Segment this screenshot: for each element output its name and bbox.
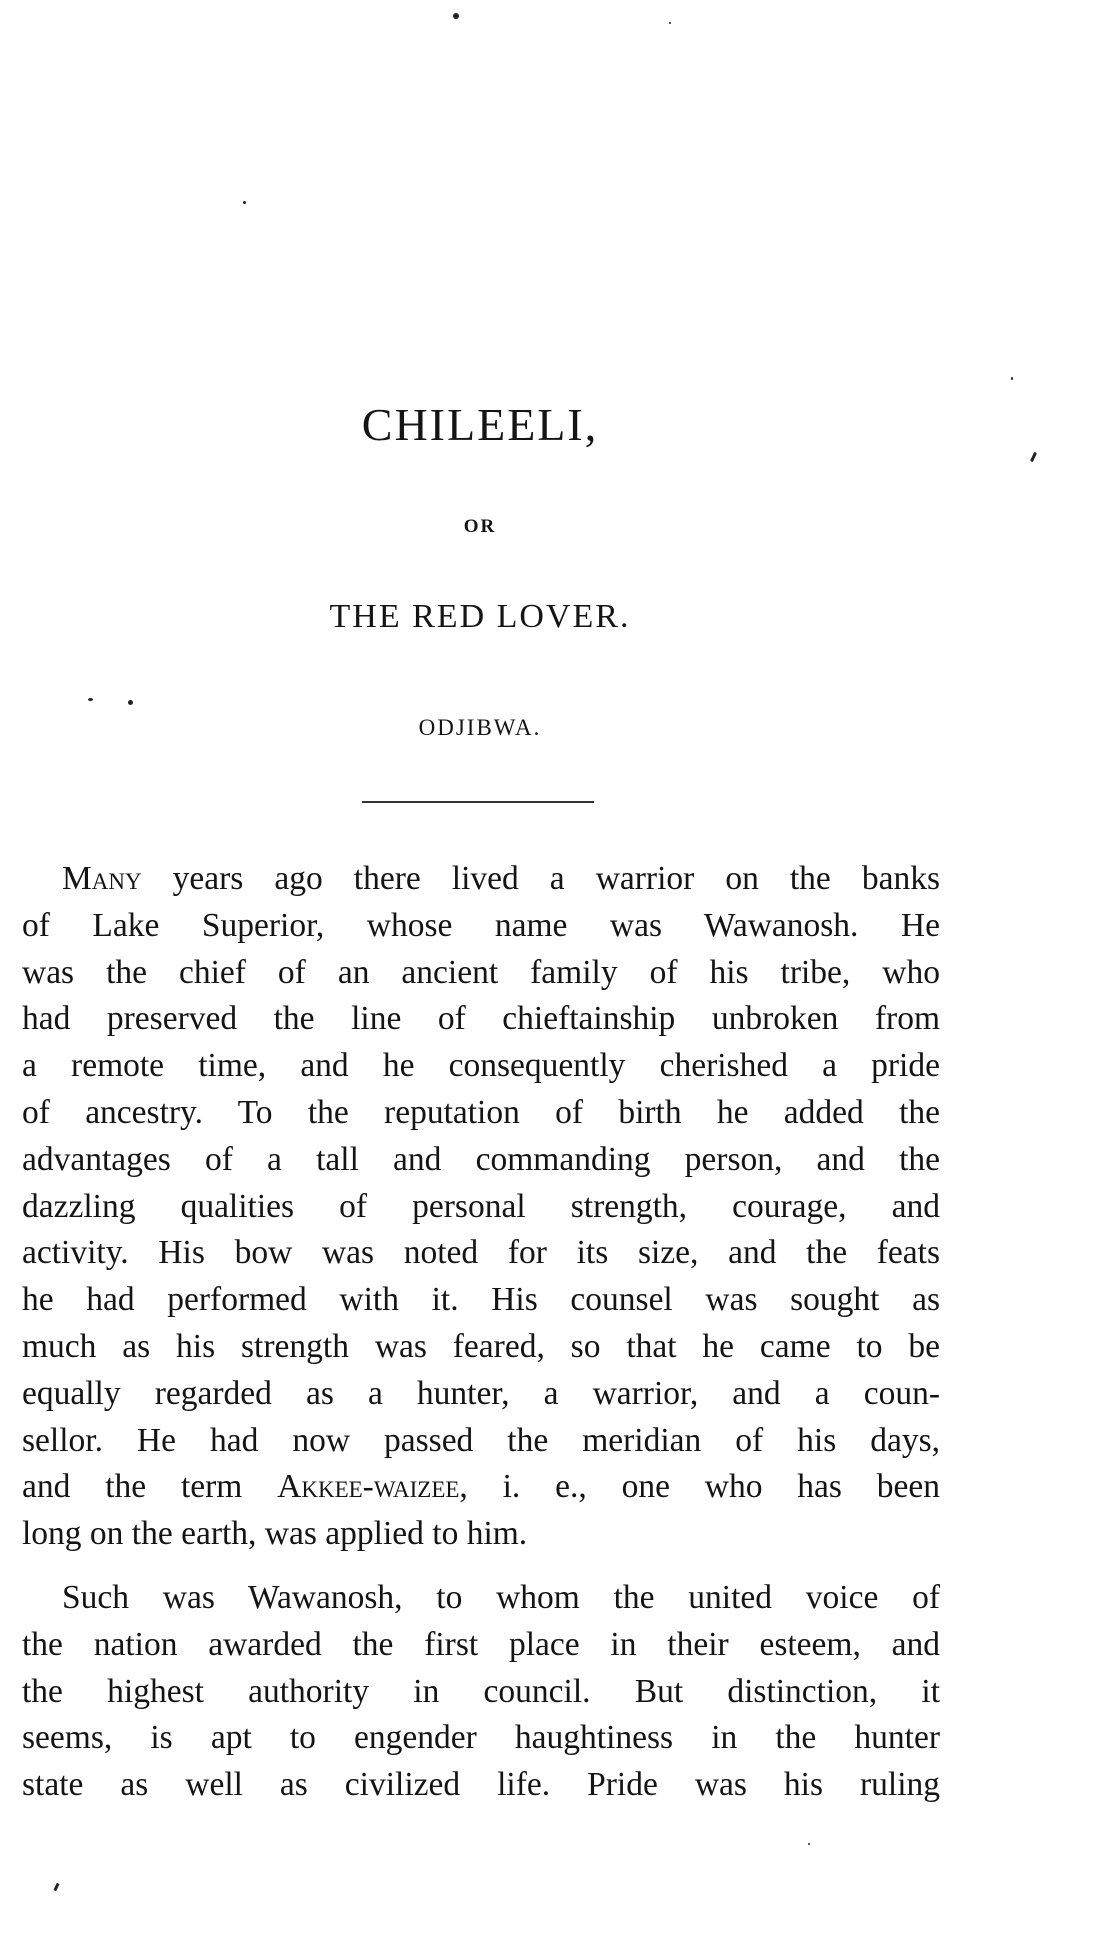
text-line: long on the earth, was applied to him. bbox=[22, 1515, 528, 1553]
scan-speck bbox=[53, 1883, 59, 1892]
paragraph bbox=[22, 1575, 940, 1809]
story-subtitle: THE RED LOVER. bbox=[329, 598, 631, 635]
scan-speck bbox=[243, 201, 246, 204]
text-line: activity. His bow was noted for its size, and the feats bbox=[22, 1234, 940, 1272]
scan-speck bbox=[1011, 377, 1013, 380]
text-line bbox=[22, 1464, 940, 1511]
title-conjunction: OR bbox=[463, 516, 497, 537]
scan-speck bbox=[453, 13, 459, 19]
text-line: seems, is apt to engender haughtiness in the hunter bbox=[22, 1719, 940, 1757]
text-line: the nation awarded the first place in their esteem, and bbox=[22, 1625, 940, 1663]
text-line: of ancestry. To the reputation of birth he added the bbox=[22, 1093, 940, 1131]
scan-speck bbox=[88, 698, 93, 701]
section-divider bbox=[362, 801, 594, 803]
text-line: had preserved the line of chieftainship unbroken from bbox=[22, 1000, 940, 1038]
scan-speck bbox=[128, 700, 133, 705]
paragraph bbox=[22, 856, 940, 1558]
scan-speck bbox=[669, 22, 671, 24]
text-line: he had performed with it. His counsel was sought as bbox=[22, 1281, 940, 1319]
text-line: Such was Wawanosh, to whom the united voice of bbox=[62, 1579, 940, 1616]
tribe-label: ODJIBWA. bbox=[418, 715, 542, 740]
text-line: advantages of a tall and commanding person, and the bbox=[22, 1140, 940, 1178]
story-title: CHILEELI, bbox=[361, 399, 599, 450]
text-line: state as well as civilized life. Pride was his ruling bbox=[22, 1766, 940, 1804]
text-line: sellor. He had now passed the meridian of his days, bbox=[22, 1421, 940, 1459]
text-line: was the chief of an ancient family of his tribe, who bbox=[22, 953, 940, 991]
text-line: of Lake Superior, whose name was Wawanosh. He bbox=[22, 906, 940, 944]
scan-speck bbox=[808, 1843, 810, 1845]
text-line-content: , i. e., one who has been bbox=[459, 1468, 941, 1506]
text-line: equally regarded as a hunter, a warrior, and a coun- bbox=[22, 1374, 940, 1412]
scan-speck bbox=[1030, 452, 1037, 462]
text-line-content: and the term bbox=[22, 1468, 278, 1506]
text-line: a remote time, and he consequently cherished a pride bbox=[22, 1047, 940, 1085]
small-caps-opening: Many bbox=[62, 860, 142, 897]
text-line: much as his strength was feared, so that he came to be bbox=[22, 1327, 940, 1365]
text-line: the highest authority in council. But distinction, it bbox=[22, 1672, 940, 1710]
text-line: dazzling qualities of personal strength, courage, and bbox=[22, 1187, 940, 1225]
small-caps-term: Akkee-waizee bbox=[277, 1468, 460, 1506]
text-line bbox=[22, 856, 940, 903]
text-line-content: years ago there lived a warrior on the banks bbox=[141, 860, 940, 897]
